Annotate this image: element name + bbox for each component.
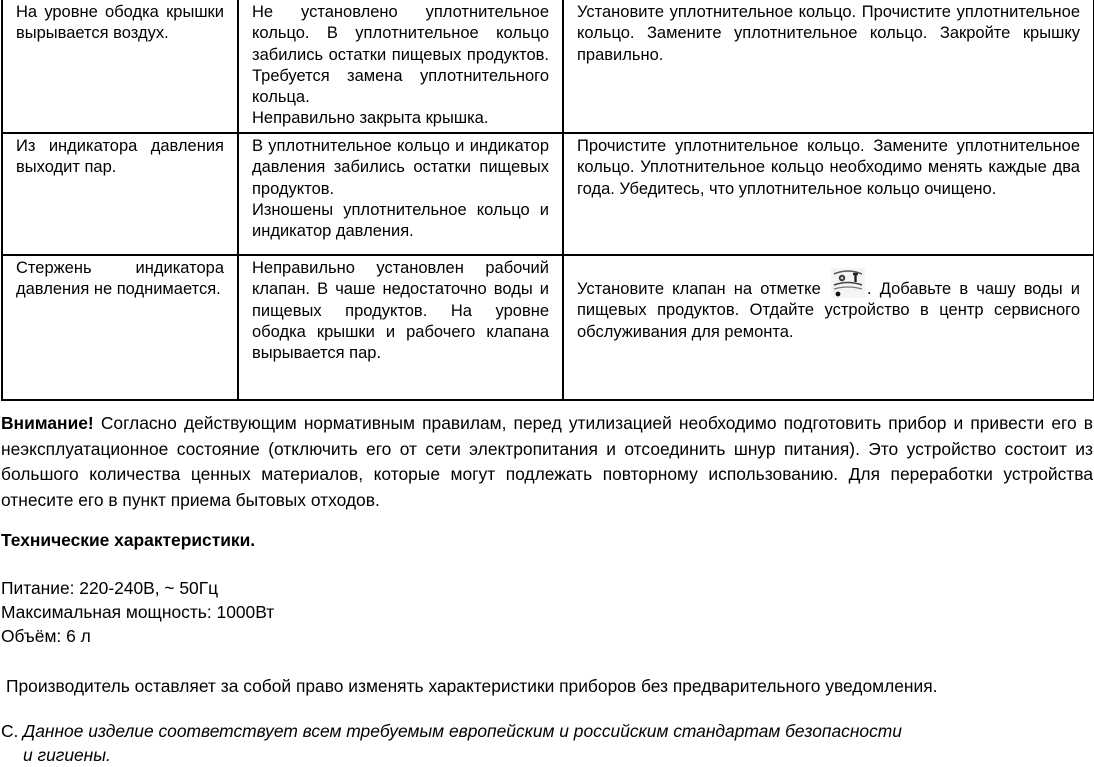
solution-cell: Прочистите уплотнительное кольцо. Замените уплотнительное кольцо. Уплотнительное кольцо необходимо менять каждые два года. Убедитесь, что уплотнительное кольцо очищено. (563, 133, 1094, 255)
warning-label: Внимание! (1, 413, 94, 433)
cause-text: Неправильно установлен рабочий клапан. В чаше недостаточно воды и пищевых продуктов. На уровне ободка крышки и рабочего клапана вырывается пар. (252, 259, 549, 363)
table-row (2, 0, 1094, 133)
certification-note (1, 719, 1093, 767)
certification-text: Данное изделие соответствует всем требуемым европейским и российским стандартам безопасности (23, 721, 902, 741)
troubleshooting-table (1, 0, 1094, 401)
warning-text: Согласно действующим нормативным правилам, перед утилизацией необходимо подготовить прибор и привести его в неэксплуатационное состояние (отключить его от сети электропитания и отсоединить шнур питания). Это устройство состоит из большого количества ценных материалов, которые могут подлежать повторному использованию. Для переработки устройства отнесите его в пункт приема бытовых отходов. (1, 413, 1093, 510)
solution-text: . Добавьте в чашу воды и пищевых продуктов. Отдайте устройство в центр сервисного обслуживания для ремонта. (577, 280, 1080, 341)
disposal-warning (1, 411, 1093, 513)
table-row (2, 133, 1094, 255)
problem-cell: Стержень индикатора давления не поднимается. (2, 255, 238, 400)
cause-cell (238, 255, 563, 400)
solution-text: Установите клапан на отметке (577, 280, 821, 298)
problem-cell: На уровне ободка крышки вырывается воздух. (2, 0, 238, 133)
cause-cell (238, 0, 563, 133)
cause-text: Изношены уплотнительное кольцо и индикатор давления. (252, 200, 549, 241)
cause-text: Неправильно закрыта крышка. (252, 109, 489, 128)
cause-text: В уплотнительное кольцо и индикатор давления забились остатки пищевых продуктов. (252, 137, 549, 198)
specs-heading: Технические характеристики. (1, 530, 256, 550)
manufacturer-note: Производитель оставляет за собой право изменять характеристики приборов без предварительного уведомления. (6, 676, 938, 696)
certification-letter: C. (1, 721, 19, 741)
solution-cell (563, 255, 1094, 400)
cause-text: Не установлено уплотнительное кольцо. В уплотнительное кольцо забились остатки пищевых продуктов. Требуется замена уплотнительного кольца. (252, 3, 549, 107)
valve-position-mark-icon (831, 268, 865, 298)
solution-cell: Установите уплотнительное кольцо. Прочистите уплотнительное кольцо. Замените уплотнительное кольцо. Закройте крышку правильно. (563, 0, 1094, 133)
problem-cell: Из индикатора давления выходит пар. (2, 133, 238, 255)
table-row (2, 255, 1094, 400)
spec-volume: Объём: 6 л (1, 626, 91, 646)
spec-power: Питание: 220-240В, ~ 50Гц (1, 578, 219, 598)
spec-max-wattage: Максимальная мощность: 1000Вт (1, 602, 275, 622)
cause-cell (238, 133, 563, 255)
certification-text-cont: и гигиены. (23, 745, 111, 765)
